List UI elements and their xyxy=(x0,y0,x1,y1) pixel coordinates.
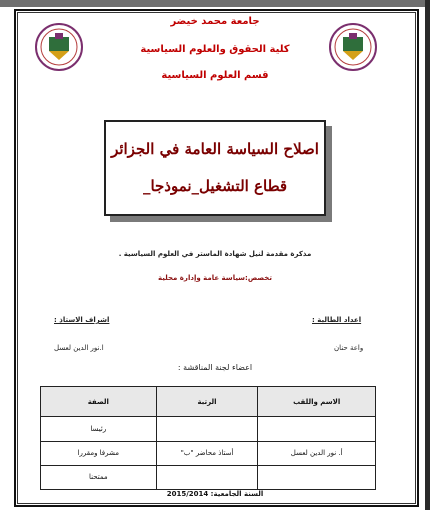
top-bar xyxy=(0,0,430,7)
cell-role: رئيسا xyxy=(41,417,157,441)
cell-rank: أستاذ محاضر "ب" xyxy=(156,441,258,465)
title-box xyxy=(104,120,326,216)
thesis-description: مذكرة مقدمة لنيل شهادة الماستر في العلوم السياسية . xyxy=(118,250,312,258)
header-role: الصفة xyxy=(41,387,157,417)
supervisor-name: ا.نور الدين لعسل xyxy=(54,344,104,352)
student-name: واعة حنان xyxy=(334,344,364,352)
cell-rank xyxy=(156,417,258,441)
table-row xyxy=(41,417,376,441)
table-row xyxy=(41,465,376,489)
cell-name xyxy=(258,417,376,441)
cell-role: مشرفا ومقررا xyxy=(41,441,157,465)
jury-table-header xyxy=(41,387,376,417)
university-name: جامعة محمد خيضر xyxy=(170,16,260,27)
jury-table xyxy=(40,386,376,490)
cell-rank xyxy=(156,465,258,489)
supervisor-label: اشراف الاستاذ : xyxy=(54,316,110,324)
student-label: اعداد الطالبة : xyxy=(312,316,362,324)
cell-name xyxy=(258,465,376,489)
thesis-title-line2: قطاع التشغيل_نموذجا_ xyxy=(142,177,288,195)
thesis-title-line1: اصلاح السياسة العامة في الجزائر xyxy=(111,140,319,158)
header-name: الاسم واللقب xyxy=(258,387,376,417)
cell-name: أ. نور الدين لعسل xyxy=(258,441,376,465)
table-row xyxy=(41,441,376,465)
faculty-name: كلية الحقوق والعلوم السياسية xyxy=(140,44,290,55)
academic-year: السنة الجامعية: 2015/2014 xyxy=(166,490,264,498)
header-rank: الرتبة xyxy=(156,387,258,417)
committee-title: اعضاء لجنة المناقشة : xyxy=(177,363,253,372)
cell-role: ممتحنا xyxy=(41,465,157,489)
department-name: قسم العلوم السياسية xyxy=(161,70,269,81)
specialty: تخصص:سياسة عامة وإدارة محلية xyxy=(158,274,272,282)
